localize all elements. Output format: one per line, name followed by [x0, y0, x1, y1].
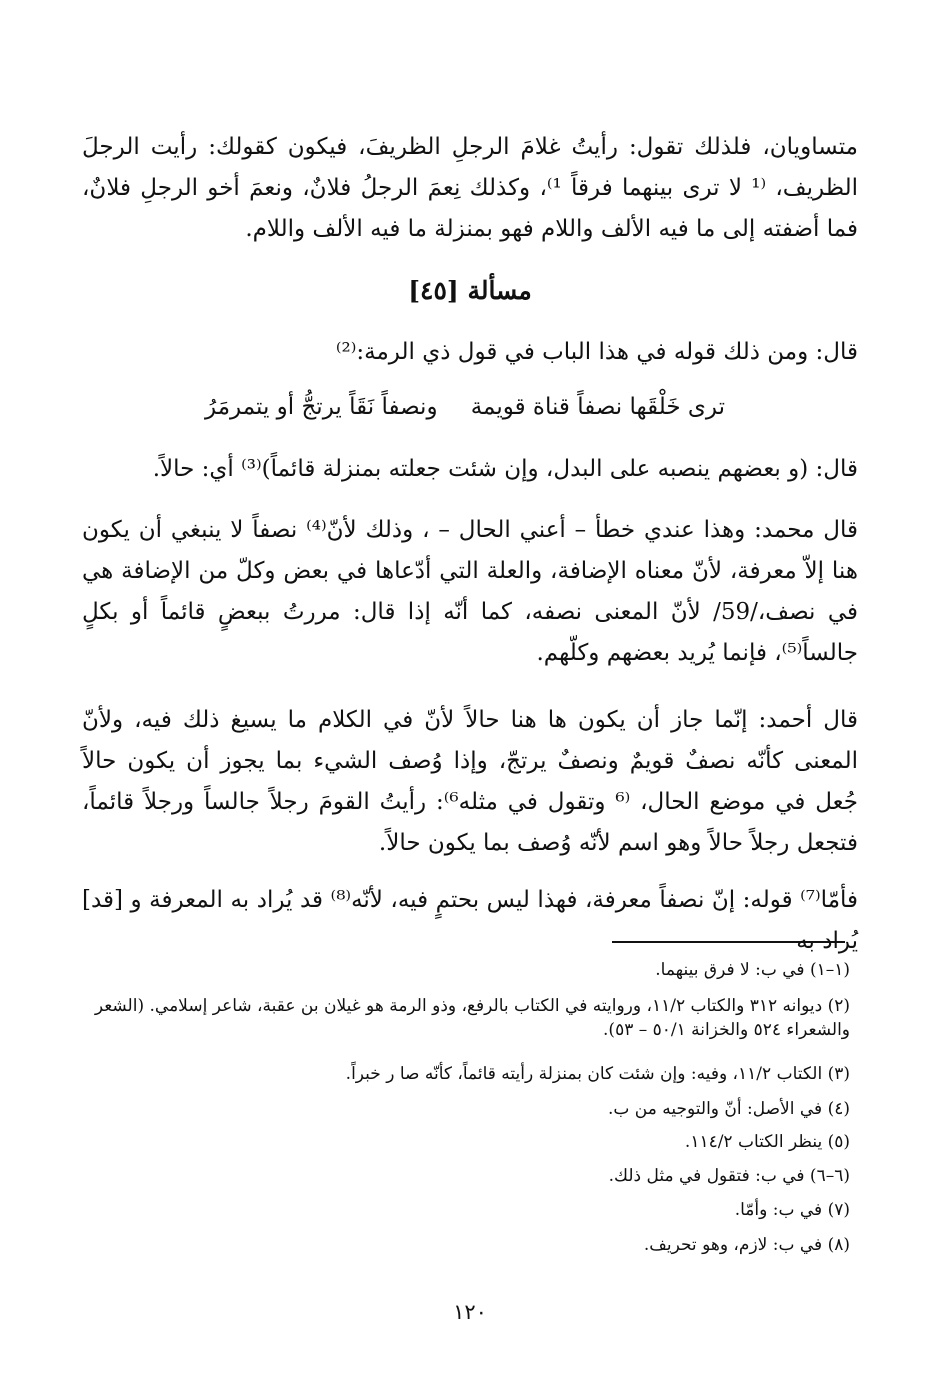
verse-first-hemistich: ترى خَلْقَها نصفاً قناة قويمة	[470, 394, 725, 420]
footnote-5: (٥) ينظر الكتاب ١١٤/٢.	[684, 1132, 850, 1152]
verse-second-hemistich: ونصفاً نَقَاً يرتجُّ أو يتمرمَرُ	[205, 394, 438, 420]
paragraph-1: متساويان، فلذلك تقول: رأيتُ غلامَ الرجلِ الظريفَ، فيكون كقولك: رأيت الرجلَ الظريف، ⁽¹ لا ترى بينهما فرقاً ¹⁾، وكذلك نِعمَ الرجلُ فلانٌ، ونعمَ أخو الرجلِ فلانٌ، فما أضفته إلى ما فيه الألف واللام فهو بمنزلة ما فيه الألف واللام.	[82, 134, 858, 242]
footnote-4: (٤) في الأصل: أنّ والتوجيه من ب.	[607, 1099, 850, 1119]
paragraph-4: قال محمد: وهذا عندي خطأ – أعني الحال – ، وذلك لأنّ⁽⁴⁾ نصفاً لا ينبغي أن يكون هنا إلاّ معرفة، لأنّ معناه الإضافة، والعلة التي أدّعاها في بعض وكلّ من الإضافة هي في نصف،/59/ لأنّ المعنى نصفه، كما أنّه إذا قال: مررتُ ببعضٍ قائماً أو بكلٍ جالساً⁽⁵⁾، فإنما يُريد بعضهم وكلّهم.	[82, 517, 858, 666]
footnote-8: (٨) في ب: لازم، وهو تحريف.	[643, 1235, 850, 1255]
footnote-1: (١–١) في ب: لا فرق بينهما.	[655, 960, 850, 980]
footnote-3: (٣) الكتاب ١١/٢، وفيه: وإن شئت كان بمنزلة رأيته قائماً، كأنّه صا ر خبراً.	[345, 1064, 850, 1084]
paragraph-6: فأمّا⁽⁷⁾ قوله: إنّ نصفاً معرفة، فهذا ليس بحتمٍ فيه، لأنّه⁽⁸⁾ قد يُراد به المعرفة و [قد] يُراد به	[82, 887, 859, 954]
footnote-7: (٧) في ب: وأمّا.	[734, 1200, 850, 1220]
section-heading: مسألة [٤٥]	[408, 276, 532, 305]
paragraph-3: قال: (و بعضهم ينصبه على البدل، وإن شئت جعلته بمنزلة قائماً)⁽³⁾ أي: حالاً.	[152, 456, 858, 482]
footnote-separator	[612, 941, 845, 943]
footnote-2: (٢) ديوانه ٣١٢ والكتاب ١١/٢، وروايته في الكتاب بالرفع، وذو الرمة هو غيلان بن عقبة، شاعر إسلامي. (الشعر والشعراء ٥٢٤ والخزانة ٥٠/١ – ٥٣).	[94, 996, 850, 1040]
paragraph-5: قال أحمد: إنّما جاز أن يكون ها هنا حالاً لأنّ في الكلام ما يسيغ ذلك فيه، ولأنّ المعنى كأنّه نصفٌ قويمٌ ونصفٌ يرتجّ، وإذا وُصف الشيء بما يجوز أن يكون حالاً جُعل في موضع الحال، ⁽⁶ وتقول في مثله⁶⁾: رأيتُ القومَ رجلاً جالساً ورجلاً قائماً، فتجعل رجلاً حالاً وهو اسم لأنّه وُصف بما يكون حالاً.	[82, 707, 858, 856]
paragraph-2: قال: ومن ذلك قوله في هذا الباب في قول ذي الرمة:⁽²⁾	[335, 339, 858, 365]
footnote-6: (٦–٦) في ب: فتقول في مثل ذلك.	[608, 1166, 850, 1186]
page-number: ١٢٠	[453, 1300, 487, 1324]
